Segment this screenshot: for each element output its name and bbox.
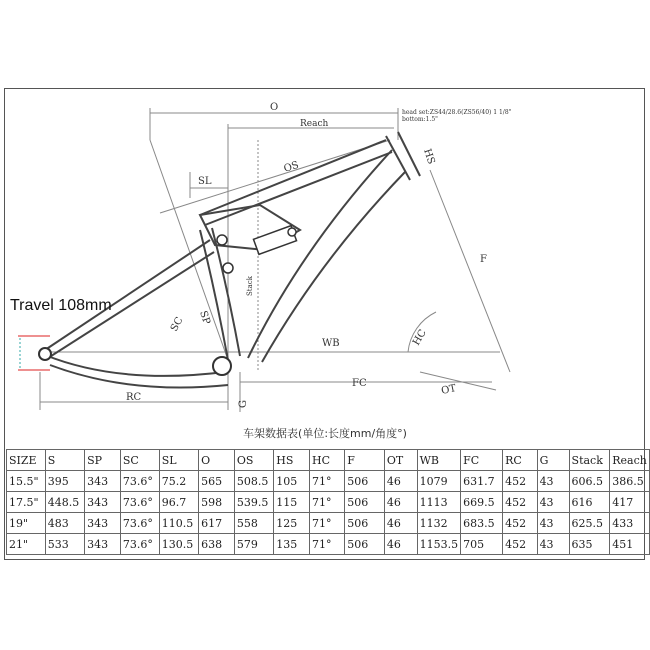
table-cell: 135 — [274, 534, 310, 555]
table-cell: 452 — [503, 534, 537, 555]
table-row — [7, 492, 650, 513]
table-cell: 506 — [345, 492, 385, 513]
table-header-cell: OS — [234, 450, 273, 471]
rear-shock — [217, 226, 297, 273]
table-header-cell: F — [345, 450, 385, 471]
table-cell: 343 — [85, 471, 121, 492]
table-cell: 19" — [7, 513, 46, 534]
table-header-cell: Reach — [610, 450, 650, 471]
down-tube — [248, 150, 392, 358]
table-cell: 506 — [345, 513, 385, 534]
table-cell: 386.5 — [610, 471, 650, 492]
table-header-cell: G — [537, 450, 569, 471]
table-cell: 433 — [610, 513, 650, 534]
label-hc: HC — [411, 327, 429, 348]
table-cell: 343 — [85, 534, 121, 555]
table-header-cell: SP — [85, 450, 121, 471]
table-cell: 1079 — [417, 471, 461, 492]
table-cell: 705 — [461, 534, 503, 555]
top-tube-edge — [205, 152, 392, 225]
table-header-cell: OT — [384, 450, 417, 471]
table-cell: 343 — [85, 513, 121, 534]
table-cell: 110.5 — [159, 513, 198, 534]
table-header-cell: SIZE — [7, 450, 46, 471]
table-cell: 71° — [310, 492, 345, 513]
table-header-cell: SL — [159, 450, 198, 471]
label-sl: SL — [198, 176, 212, 187]
table-row — [7, 513, 650, 534]
table-cell: 631.7 — [461, 471, 503, 492]
table-cell: 17.5" — [7, 492, 46, 513]
table-cell: 483 — [45, 513, 84, 534]
table-cell: 96.7 — [159, 492, 198, 513]
table-cell: 15.5" — [7, 471, 46, 492]
label-sp: SP — [197, 309, 212, 326]
table-cell: 46 — [384, 534, 417, 555]
table-body — [7, 471, 650, 555]
table-cell: 125 — [274, 513, 310, 534]
table-cell: 105 — [274, 471, 310, 492]
rear-dropout — [39, 348, 51, 360]
label-stack: Stack — [246, 276, 254, 296]
table-row — [7, 471, 650, 492]
chain-stay-edge — [50, 365, 228, 388]
down-tube-edge — [262, 172, 405, 362]
label-fc: FC — [352, 378, 367, 389]
table-cell: 598 — [199, 492, 235, 513]
table-header-cell: RC — [503, 450, 537, 471]
table-cell: 617 — [199, 513, 235, 534]
seat-stay — [45, 240, 210, 350]
table-header-cell: S — [45, 450, 84, 471]
travel-label: Travel 108mm — [10, 297, 112, 314]
seat-axis-line — [150, 140, 228, 360]
table-cell: 115 — [274, 492, 310, 513]
table-header-cell: HC — [310, 450, 345, 471]
table-cell: 506 — [345, 534, 385, 555]
table-cell: 558 — [234, 513, 273, 534]
table-cell: 43 — [537, 513, 569, 534]
label-os: OS — [282, 159, 301, 175]
dim-line-os — [160, 140, 390, 213]
dim-line-ot — [420, 372, 496, 390]
table-cell: 606.5 — [569, 471, 610, 492]
table-header-cell: O — [199, 450, 235, 471]
table-header-row — [7, 450, 650, 471]
table-cell: 43 — [537, 534, 569, 555]
table-cell: 73.6° — [120, 471, 159, 492]
table-cell: 452 — [503, 471, 537, 492]
table-cell: 616 — [569, 492, 610, 513]
table-cell: 451 — [610, 534, 650, 555]
table-cell: 506 — [345, 471, 385, 492]
table-cell: 71° — [310, 471, 345, 492]
table-cell: 46 — [384, 492, 417, 513]
table-cell: 395 — [45, 471, 84, 492]
table-cell: 533 — [45, 534, 84, 555]
table-cell: 638 — [199, 534, 235, 555]
table-cell: 539.5 — [234, 492, 273, 513]
table-cell: 508.5 — [234, 471, 273, 492]
label-o: O — [270, 102, 279, 113]
table-cell: 452 — [503, 513, 537, 534]
table-cell: 75.2 — [159, 471, 198, 492]
label-g: G — [238, 400, 249, 408]
table-row — [7, 534, 650, 555]
geometry-table — [6, 449, 650, 555]
table-cell: 1132 — [417, 513, 461, 534]
table-cell: 43 — [537, 471, 569, 492]
seat-tube — [200, 230, 228, 360]
table-cell: 1153.5 — [417, 534, 461, 555]
table-cell: 683.5 — [461, 513, 503, 534]
table-header-cell: SC — [120, 450, 159, 471]
table-cell: 21" — [7, 534, 46, 555]
table-cell: 73.6° — [120, 492, 159, 513]
table-cell: 448.5 — [45, 492, 84, 513]
table-cell: 579 — [234, 534, 273, 555]
head-tube-edge — [398, 132, 420, 176]
table-cell: 46 — [384, 471, 417, 492]
table-cell: 73.6° — [120, 513, 159, 534]
table-cell: 71° — [310, 534, 345, 555]
label-ot: OT — [440, 383, 458, 397]
table-cell: 669.5 — [461, 492, 503, 513]
label-hs: HS — [421, 147, 437, 166]
table-cell: 343 — [85, 492, 121, 513]
table-cell: 73.6° — [120, 534, 159, 555]
table-cell: 43 — [537, 492, 569, 513]
table-header-cell: WB — [417, 450, 461, 471]
table-cell: 71° — [310, 513, 345, 534]
label-rc: RC — [126, 392, 142, 403]
table-cell: 417 — [610, 492, 650, 513]
table-cell: 452 — [503, 492, 537, 513]
label-wb: WB — [322, 338, 340, 349]
label-reach: Reach — [300, 119, 329, 129]
table-caption: 车架数据表(单位:长度mm/角度°) — [243, 427, 407, 440]
label-sc: SC — [168, 315, 186, 334]
bottom-bracket — [213, 357, 231, 375]
table-cell: 635 — [569, 534, 610, 555]
table-header-cell: HS — [274, 450, 310, 471]
table-cell: 565 — [199, 471, 235, 492]
table-cell: 46 — [384, 513, 417, 534]
head-tube — [386, 136, 410, 180]
headset-note-1: head set:ZS44/28.6(ZS56/40) 1 1/8" — [402, 109, 512, 116]
table-cell: 130.5 — [159, 534, 198, 555]
dim-line-f — [430, 170, 510, 372]
table-cell: 625.5 — [569, 513, 610, 534]
table-header-cell: Stack — [569, 450, 610, 471]
headset-note-2: bottom:1.5" — [402, 116, 438, 123]
label-f: F — [480, 254, 487, 265]
table-header-cell: FC — [461, 450, 503, 471]
table-cell: 1113 — [417, 492, 461, 513]
